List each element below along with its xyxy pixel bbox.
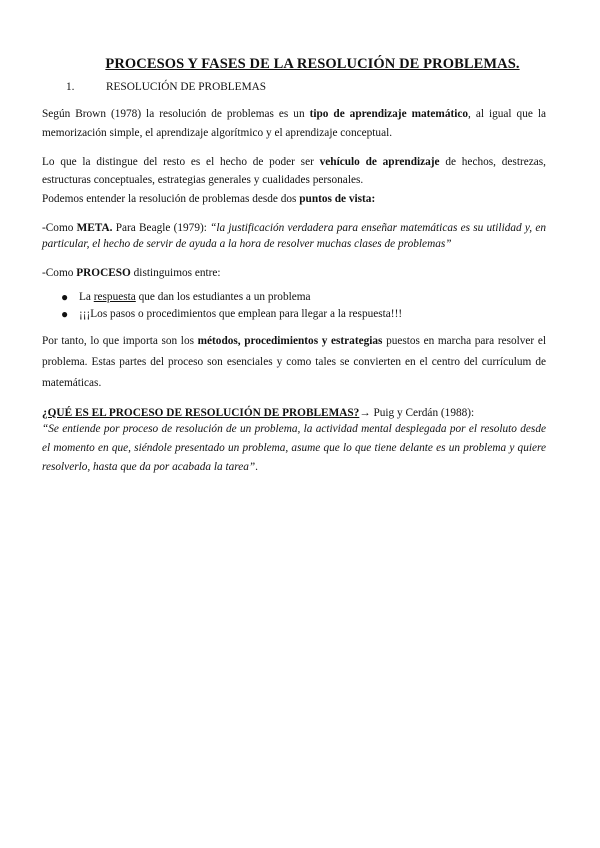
text: que dan los estudiantes a un problema	[135, 291, 311, 303]
question-title: ¿QUÉ ES EL PROCESO DE RESOLUCIÓN DE PROBLEMAS?	[42, 407, 360, 419]
section-number: 1.	[66, 81, 75, 93]
bold-text: PROCESO	[76, 267, 131, 279]
text: Para Beagle (1979):	[112, 222, 211, 234]
definition-quote	[42, 420, 546, 477]
text: , al igual que la memorización simple, el aprendizaje algorítmico y el aprendizaje conceptual.	[42, 108, 546, 139]
text: Podemos entender la resolución de problemas desde dos	[42, 193, 300, 205]
bullet-icon: ●	[61, 290, 69, 304]
paragraph-meta	[42, 220, 546, 252]
section-title: RESOLUCIÓN DE PROBLEMAS	[106, 81, 267, 93]
reference-text: Puig y Cerdán (1988):	[370, 407, 475, 419]
bullet-list	[57, 289, 557, 323]
bold-text: métodos, procedimientos y estrategias	[197, 335, 383, 347]
bullet-icon: ●	[61, 307, 69, 321]
list-item	[57, 306, 557, 323]
text: -Como	[42, 267, 77, 279]
underlined-text: respuesta	[93, 291, 136, 303]
text: Según Brown (1978) la resolución de problemas es un	[42, 108, 310, 120]
bold-text: puntos de vista:	[299, 193, 376, 205]
bold-text: vehículo de aprendizaje	[319, 156, 440, 168]
paragraph-brown	[42, 105, 546, 142]
section-heading	[66, 81, 266, 93]
bold-text: tipo de aprendizaje matemático	[309, 108, 469, 120]
paragraph-proceso	[42, 264, 546, 283]
text: puestos en marcha para resolver el problema. Estas partes del proceso son esenciales y como tales se convierten en el centro del currículum de matemáticas.	[42, 335, 546, 389]
arrow-icon: →	[359, 407, 371, 419]
quote-text: “Se entiende por proceso de resolución de un problema, la actividad mental desplegada por el resoluto desde el momento en que, siéndole presentado un problema, asume que lo que tiene delante es un problema y quiere resolverlo, hasta que da por acabada la tarea”	[42, 423, 546, 473]
paragraph-vehiculo	[42, 154, 546, 189]
list-item	[57, 289, 557, 306]
beagle-quote: “la justificación verdadera para enseñar matemáticas es su utilidad y, en particular, el hecho de servir de ayuda a la hora de resolver muchas clases de problemas”	[42, 222, 546, 250]
page-title: PROCESOS Y FASES DE LA RESOLUCIÓN DE PROBLEMAS.	[105, 56, 520, 72]
text: distinguimos entre:	[130, 267, 221, 279]
text: de hechos, destrezas, estructuras conceptuales, estrategias generales y cualidades personales.	[42, 156, 546, 186]
paragraph-metodos	[42, 331, 546, 394]
text: -Como	[42, 222, 77, 234]
text: Lo que la distingue del resto es el hecho de poder ser	[42, 156, 320, 168]
text: Por tanto, lo que importa son los	[42, 335, 198, 347]
text: .	[255, 461, 258, 473]
text: ¡¡¡Los pasos o procedimientos que emplean para llegar a la respuesta!!!	[79, 308, 403, 320]
paragraph-puntos-de-vista	[42, 190, 546, 209]
bold-text: META.	[76, 222, 113, 234]
text: La	[79, 291, 94, 303]
